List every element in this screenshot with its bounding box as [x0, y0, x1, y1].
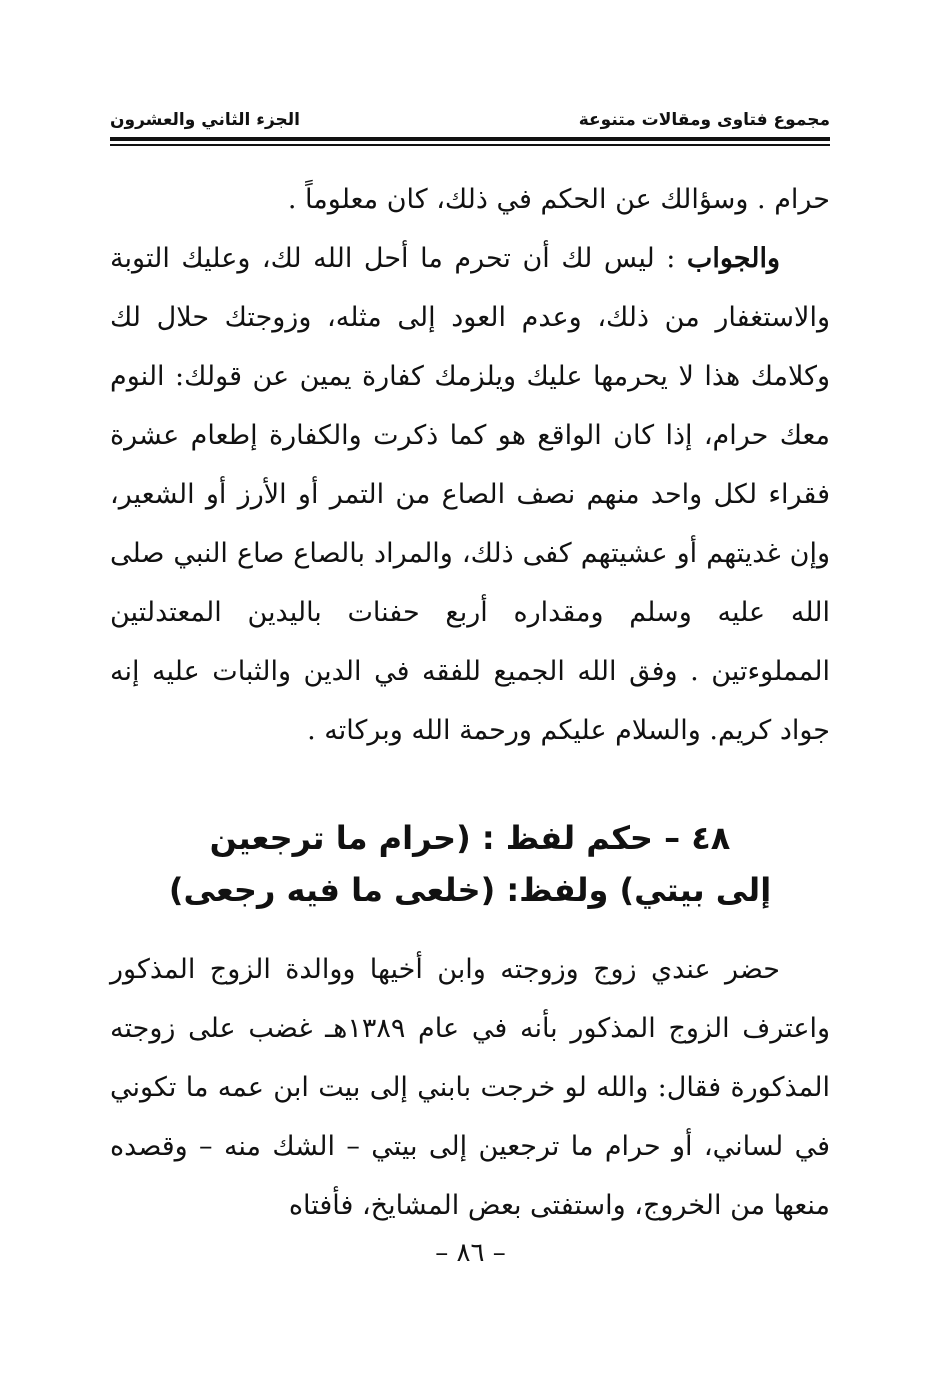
answer-text: : ليس لك أن تحرم ما أحل الله لك، وعليك التوبة والاستغفار من ذلك، وعدم العود إلى مثله، وزوجتك حلال لك وكلامك هذا لا يحرمها عليك ويلزمك كفارة يمين عن قولك: النوم معك حرام، إذا كان الواقع هو كما ذكرت والكفارة إطعام عشرة فقراء لكل واحد منهم نصف الصاع من التمر أو الأرز أو الشعير، وإن غديتهم أو عشيتهم كفى ذلك، والمراد بالصاع صاع النبي صلى الله عليه وسلم ومقداره أربع حفنات باليدين المعتدلتين المملوءتين . وفق الله الجميع للفقه في الدين والثبات عليه إنه جواد كريم. والسلام عليكم ورحمة الله وبركاته . — [110, 243, 830, 746]
header-book-title: مجموع فتاوى ومقالات متنوعة — [578, 110, 830, 130]
fatwa-heading — [110, 812, 830, 916]
answer-label: والجواب — [686, 243, 780, 274]
running-header — [110, 96, 830, 130]
opening-paragraph: حرام . وسؤالك عن الحكم في ذلك، كان معلوماً . — [287, 184, 830, 215]
body-text-section-1 — [110, 170, 830, 760]
question-paragraph: حضر عندي زوج وزوجته وابن أخيها ووالدة الزوج المذكور واعترف الزوج المذكور بأنه في عام ١٣٨٩هـ غضب على زوجته المذكورة فقال: والله لو خرجت بابني إلى بيت ابن عمه ما تكوني في لساني، أو حرام ما ترجعين إلى بيتي – الشك منه – وقصده منعها من الخروج، واستفتى بعض المشايخ، فأفتاه — [110, 954, 830, 1221]
heading-line-1: ٤٨ – حكم لفظ : (حرام ما ترجعين — [209, 819, 731, 857]
answer-paragraph — [110, 229, 830, 760]
page-number: – ٨٦ – — [435, 1238, 506, 1268]
header-volume-title: الجزء الثاني والعشرون — [110, 110, 301, 130]
heading-line-2: إلى بيتي) ولفظ: (خلعى ما فيه رجعى) — [168, 871, 772, 909]
header-rule-thick — [110, 137, 830, 141]
header-rule-thin — [110, 144, 830, 146]
body-text-section-2 — [110, 940, 830, 1235]
